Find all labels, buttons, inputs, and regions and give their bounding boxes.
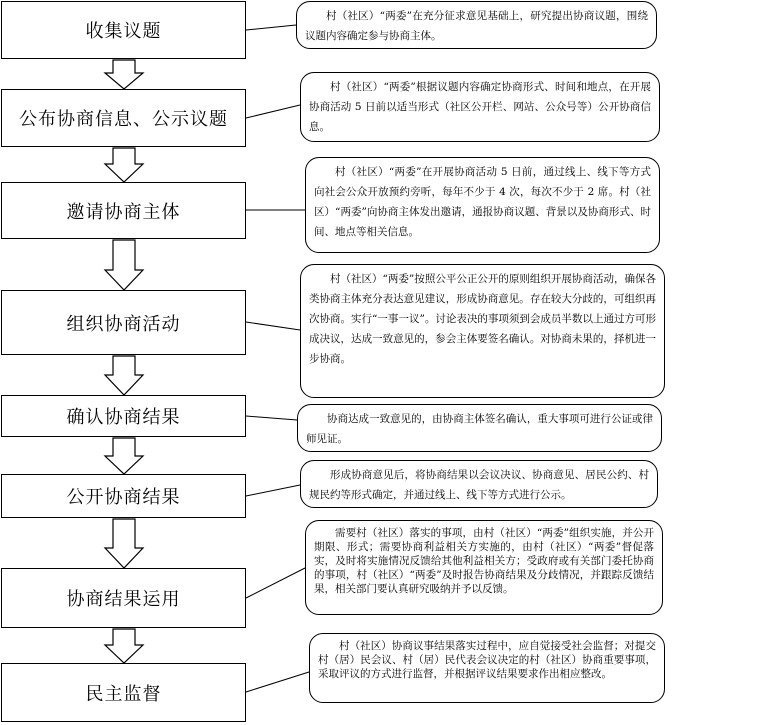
note-invite-participants: 村（社区）“两委”在开展协商活动 5 日前，通过线上、线下等方式向社会公众开放预约旁听，每年不少于 4 次，每次不少于 2 席。村（社区）“两委”向协商主体发出邀请，通报协商议题、背景以及协商形式、时间、地点等相关信息。 — [305, 157, 660, 253]
connector-line — [246, 672, 309, 692]
arrow-down-icon — [105, 240, 143, 290]
arrow-down-icon — [105, 60, 143, 89]
connector-line — [246, 25, 296, 30]
connector-line — [246, 322, 300, 330]
note-democratic-supervision: 村（社区）协商议事结果落实过程中，应自觉接受社会监督；对提交村（居）民会议、村（居）民代表会议决定的村（社区）协商重要事项，采取评议的方式进行监督，并根据评议结果要求作出相应整改。 — [309, 633, 665, 703]
connector-line — [246, 105, 300, 118]
step-confirm-results: 确认协商结果 — [1, 395, 246, 437]
arrow-down-icon — [105, 438, 143, 474]
arrow-down-icon — [105, 356, 143, 395]
step-apply-results: 协商结果运用 — [1, 568, 246, 628]
step-invite-participants: 邀请协商主体 — [1, 182, 246, 239]
step-democratic-supervision: 民主监督 — [1, 663, 246, 722]
note-apply-results: 需要村（社区）落实的事项，由村（社区）“两委”组织实施，并公开期限、形式；需要协商利益相关方实施的，由村（社区）“两委”督促落实，及时将实施情况反馈给其他利益相关方；受政府或有关部门委托协商的事项，村（社区）“两委”及时报告协商结果及分歧情况，并跟踪反馈结果，相关部门要认真研究吸纳并予以反馈。 — [305, 520, 663, 615]
connector-line — [246, 416, 297, 420]
note-publish-info: 村（社区）“两委”根据议题内容确定协商形式、时间和地点，在开展协商活动 5 日前以适当形式（社区公开栏、网站、公众号等）公开协商信息。 — [300, 72, 660, 142]
note-organize-activity: 村（社区）“两委”按照公平公正公开的原则组织开展协商活动，确保各类协商主体充分表达意见建议，形成协商意见。存在较大分歧的，可组织再次协商。实行“一事一议”。讨论表决的事项须到会成员半数以上通过方可形成决议，达成一致意见的，参会主体要签名确认。对协商未果的，择机进一步协商。 — [300, 264, 665, 398]
step-organize-activity: 组织协商活动 — [1, 290, 246, 355]
connector-line — [246, 568, 305, 598]
connector-line — [246, 485, 300, 496]
note-publicize-results: 形成协商意见后，将协商结果以会议决议、协商意见、居民公约、村规民约等形式确定，并通过线上、线下等方式进行公示。 — [300, 460, 658, 508]
note-collect-topics: 村（社区）“两委”在充分征求意见基础上，研究提出协商议题，围绕议题内容确定参与协商主体。 — [296, 1, 657, 49]
note-confirm-results: 协商达成一致意见的，由协商主体签名确认，重大事项可进行公证或律师见证。 — [297, 404, 662, 452]
arrow-down-icon — [105, 148, 143, 182]
step-publicize-results: 公开协商结果 — [1, 474, 246, 518]
step-publish-info: 公布协商信息、公示议题 — [1, 89, 246, 147]
step-collect-topics: 收集议题 — [1, 1, 246, 59]
arrow-down-icon — [105, 519, 143, 568]
arrow-down-icon — [105, 629, 143, 663]
